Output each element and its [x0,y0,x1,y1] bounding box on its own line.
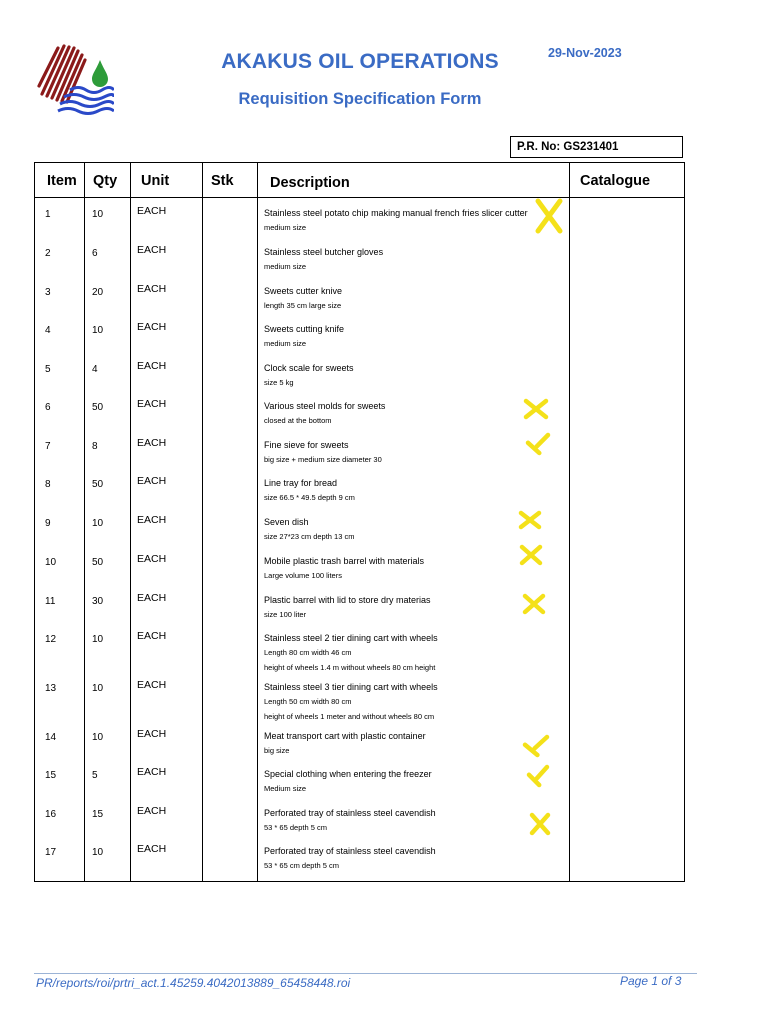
description-title: Perforated tray of stainless steel cavendish [264,846,436,856]
description-detail: big size + medium size diameter 30 [264,455,382,464]
quantity: 10 [92,209,104,220]
unit: EACH [137,283,167,295]
highlighter-cross-mark-icon [526,764,550,788]
description [264,729,564,758]
company-name: AKAKUS OIL OPERATIONS [221,50,499,73]
unit: EACH [137,205,167,217]
quantity: 10 [92,732,104,743]
description-title: Fine sieve for sweets [264,440,349,450]
description [264,680,564,724]
unit: EACH [137,728,167,740]
item-number: 2 [45,248,51,259]
unit: EACH [137,321,167,333]
highlighter-cross-mark-icon [522,397,550,421]
highlighter-cross-mark-icon [518,543,544,567]
description-detail: Large volume 100 liters [264,571,342,580]
description-title: Sweets cutting knife [264,324,345,334]
description [264,476,564,505]
description-detail: 53 * 65 depth 5 cm [264,823,327,832]
unit: EACH [137,244,167,256]
description [264,844,564,873]
unit: EACH [137,630,167,642]
description-title: Stainless steel 2 tier dining cart with wheels [264,633,438,643]
highlighter-cross-mark-icon [528,811,552,837]
description-detail: size 5 kg [264,378,294,387]
description-title: Stainless steel butcher gloves [264,247,384,257]
item-number: 9 [45,518,51,529]
description [264,245,564,274]
akakus-logo-icon [34,38,114,120]
description [264,806,564,835]
column-divider [130,163,131,881]
item-number: 1 [45,209,51,220]
quantity: 50 [92,402,104,413]
unit: EACH [137,437,167,449]
report-path: PR/reports/roi/prtri_act.1.45259.4042013889_65458448.roi [36,976,351,990]
item-number: 17 [45,847,57,858]
description-detail: closed at the bottom [264,416,332,425]
quantity: 50 [92,557,104,568]
quantity: 6 [92,248,98,259]
requisition-table [34,162,685,882]
description [264,361,564,390]
unit: EACH [137,514,167,526]
description [264,593,564,622]
description-detail: big size [264,746,290,755]
description-title: Meat transport cart with plastic container [264,731,426,741]
form-title: Requisition Specification Form [238,90,482,108]
item-number: 5 [45,364,51,375]
description-title: Seven dish [264,517,309,527]
unit: EACH [137,553,167,565]
description-detail: Length 80 cm width 46 cm [264,648,352,657]
description-detail: height of wheels 1.4 m without wheels 80 cm height [264,663,436,672]
column-divider [257,163,258,881]
item-number: 12 [45,634,57,645]
quantity: 5 [92,770,98,781]
item-number: 10 [45,557,57,568]
description [264,206,564,235]
highlighter-cross-mark-icon [525,432,551,456]
unit: EACH [137,766,167,778]
item-number: 15 [45,770,57,781]
description [264,438,564,467]
item-number: 14 [45,732,57,743]
quantity: 10 [92,634,104,645]
description-detail: medium size [264,339,307,348]
description-title: Mobile plastic trash barrel with materials [264,556,425,566]
description [264,767,564,796]
description-title: Clock scale for sweets [264,363,354,373]
item-number: 8 [45,479,51,490]
quantity: 20 [92,287,104,298]
quantity: 10 [92,518,104,529]
column-divider [202,163,203,881]
description [264,322,564,351]
description-title: Special clothing when entering the freezer [264,769,432,779]
column-header-description: Description [270,175,350,191]
unit: EACH [137,360,167,372]
description-detail: medium size [264,262,307,271]
highlighter-cross-mark-icon [534,197,564,235]
item-number: 3 [45,287,51,298]
item-number: 4 [45,325,51,336]
item-number: 11 [45,596,56,607]
quantity: 10 [92,683,104,694]
description [264,399,564,428]
pr-number-box: P.R. No: GS231401 [510,136,683,158]
description-detail: height of wheels 1 meter and without wheels 80 cm [264,712,435,721]
highlighter-cross-mark-icon [521,592,547,616]
footer-divider [34,973,697,974]
item-number: 6 [45,402,51,413]
item-number: 16 [45,809,57,820]
description-detail: size 27*23 cm depth 13 cm [264,532,355,541]
item-number: 7 [45,441,51,452]
column-header-catalogue: Catalogue [580,173,651,189]
quantity: 10 [92,847,104,858]
quantity: 50 [92,479,104,490]
unit: EACH [137,843,167,855]
highlighter-cross-mark-icon [517,509,543,531]
description-title: Stainless steel potato chip making manual french fries slicer cutter [264,208,528,218]
unit: EACH [137,679,167,691]
highlighter-cross-mark-icon [522,734,550,758]
quantity: 10 [92,325,104,336]
quantity: 30 [92,596,104,607]
column-header-stk: Stk [211,173,234,189]
column-header-item: Item [47,173,77,189]
quantity: 15 [92,809,104,820]
description-detail: Length 50 cm width 80 cm [264,697,352,706]
description [264,284,564,313]
unit: EACH [137,398,167,410]
column-divider [84,163,85,881]
description-detail: Medium size [264,784,307,793]
unit: EACH [137,592,167,604]
description-title: Perforated tray of stainless steel cavendish [264,808,436,818]
column-header-qty: Qty [93,173,118,189]
page-indicator: Page 1 of 3 [620,974,682,988]
column-divider [569,163,570,881]
unit: EACH [137,805,167,817]
unit: EACH [137,475,167,487]
description-title: Plastic barrel with lid to store dry materias [264,595,431,605]
quantity: 4 [92,364,98,375]
description-detail: length 35 cm large size [264,301,342,310]
description-detail: size 100 liter [264,610,307,619]
description-title: Stainless steel 3 tier dining cart with wheels [264,682,438,692]
description-detail: medium size [264,223,307,232]
description-title: Line tray for bread [264,478,338,488]
quantity: 8 [92,441,98,452]
description-detail: size 66.5 * 49.5 depth 9 cm [264,493,355,502]
description-title: Sweets cutter knive [264,286,343,296]
document-date: 29-Nov-2023 [548,46,622,60]
column-header-unit: Unit [141,173,170,189]
description-detail: 53 * 65 cm depth 5 cm [264,861,340,870]
header-divider [35,197,684,198]
item-number: 13 [45,683,57,694]
description-title: Various steel molds for sweets [264,401,386,411]
description [264,631,564,675]
